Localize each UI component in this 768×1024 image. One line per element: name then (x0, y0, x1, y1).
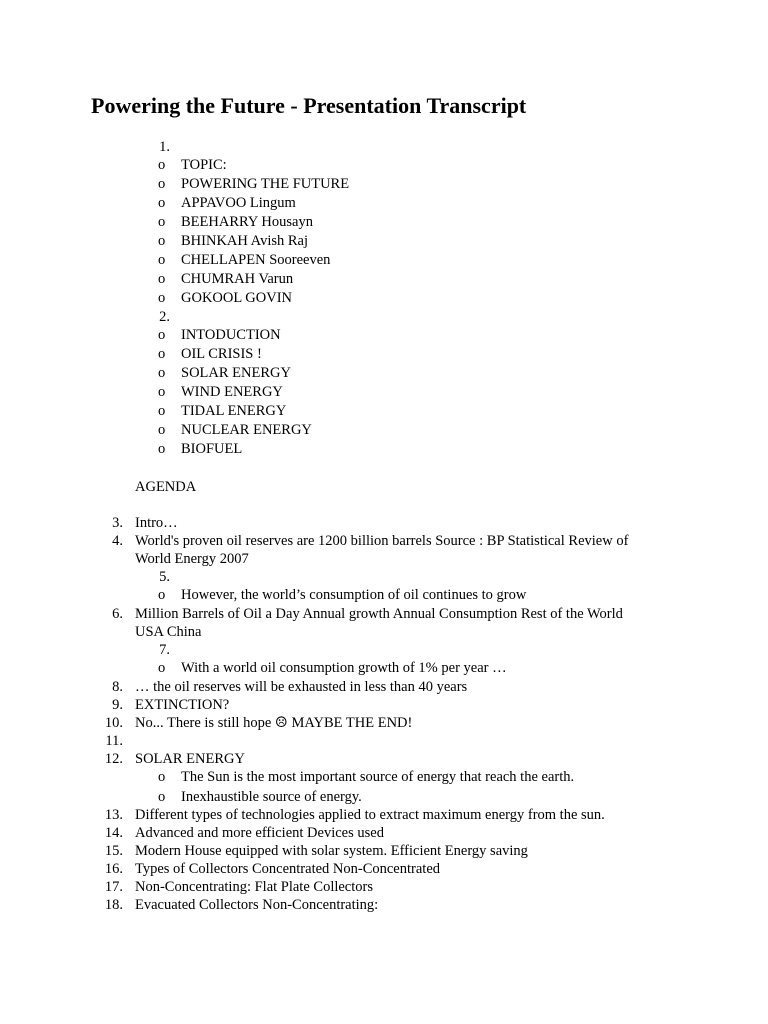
list-item-text: EXTINCTION? (135, 697, 230, 713)
list-item-text: CHUMRAH Varun (181, 271, 294, 287)
list-number: 3. (112, 515, 123, 531)
list-number: 17. (104, 879, 123, 895)
list-number: 2. (159, 309, 170, 325)
list-item-text: NUCLEAR ENERGY (181, 422, 312, 438)
bullet-marker: o (158, 346, 166, 362)
bullet-marker: o (158, 365, 166, 381)
list-item-text: Million Barrels of Oil a Day Annual growth Annual Consumption Rest of the World (135, 606, 623, 622)
list-number: 1. (159, 139, 170, 155)
list-item-text: Types of Collectors Concentrated Non-Concentrated (135, 861, 441, 877)
list-item-text: With a world oil consumption growth of 1% per year … (181, 660, 507, 676)
list-item-text: GOKOOL GOVIN (181, 290, 293, 306)
list-item-text: Modern House equipped with solar system. Efficient Energy saving (135, 843, 528, 859)
list-item-text: Advanced and more efficient Devices used (135, 825, 384, 841)
list-number: 7. (159, 642, 170, 658)
list-item-text: World's proven oil reserves are 1200 billion barrels Source : BP Statistical Review of (135, 533, 629, 549)
bullet-marker: o (158, 157, 166, 173)
list-number: 5. (159, 569, 170, 585)
list-item-text: No... There is still hope ☹ MAYBE THE END! (135, 715, 413, 731)
list-item-text: USA China (135, 624, 202, 640)
list-number: 15. (104, 843, 123, 859)
bullet-marker: o (158, 403, 166, 419)
list-item-text: Evacuated Collectors Non-Concentrating: (135, 897, 379, 913)
list-item-text: WIND ENERGY (181, 384, 283, 400)
bullet-marker: o (158, 176, 166, 192)
list-item-text: BHINKAH Avish Raj (181, 233, 309, 249)
bullet-marker: o (158, 660, 166, 676)
list-item-text: INTODUCTION (181, 327, 281, 343)
bullet-marker: o (158, 441, 166, 457)
bullet-marker: o (158, 195, 166, 211)
bullet-marker: o (158, 384, 166, 400)
list-number: 18. (104, 897, 123, 913)
list-item-text: BEEHARRY Housayn (181, 214, 313, 230)
list-item-text: POWERING THE FUTURE (181, 176, 350, 192)
list-item-text: The Sun is the most important source of energy that reach the earth. (181, 769, 575, 785)
bullet-marker: o (158, 271, 166, 287)
bullet-marker: o (158, 290, 166, 306)
list-item-text: TIDAL ENERGY (181, 403, 287, 419)
list-item-text: Intro… (135, 515, 178, 531)
bullet-marker: o (158, 327, 166, 343)
list-item-text: Different types of technologies applied to extract maximum energy from the sun. (135, 807, 605, 823)
bullet-marker: o (158, 422, 166, 438)
bullet-marker: o (158, 587, 166, 603)
list-number: 16. (104, 861, 123, 877)
list-item-text: OIL CRISIS ! (181, 346, 262, 362)
list-number: 13. (104, 807, 123, 823)
list-number: 11. (105, 733, 123, 749)
list-item-text: CHELLAPEN Sooreeven (181, 252, 331, 268)
bullet-marker: o (158, 769, 166, 785)
list-number: 14. (104, 825, 123, 841)
agenda-heading: AGENDA (135, 479, 197, 495)
bullet-marker: o (158, 233, 166, 249)
list-item-text: APPAVOO Lingum (181, 195, 296, 211)
list-item-text: … the oil reserves will be exhausted in less than 40 years (135, 679, 468, 695)
list-item-text: Non-Concentrating: Flat Plate Collectors (135, 879, 373, 895)
page-title: Powering the Future - Presentation Transcript (91, 93, 527, 118)
list-number: 4. (112, 533, 123, 549)
bullet-marker: o (158, 252, 166, 268)
list-item-text: Inexhaustible source of energy. (181, 789, 362, 805)
list-item-text: TOPIC: (181, 157, 227, 173)
list-item-text: SOLAR ENERGY (135, 751, 245, 767)
list-number: 12. (104, 751, 123, 767)
list-number: 8. (112, 679, 123, 695)
list-number: 9. (112, 697, 123, 713)
bullet-marker: o (158, 789, 166, 805)
list-number: 10. (104, 715, 123, 731)
bullet-marker: o (158, 214, 166, 230)
list-item-text: World Energy 2007 (135, 551, 249, 567)
list-item-text: SOLAR ENERGY (181, 365, 291, 381)
list-item-text: BIOFUEL (181, 441, 243, 457)
list-item-text: However, the world’s consumption of oil continues to grow (181, 587, 527, 603)
list-number: 6. (112, 606, 123, 622)
